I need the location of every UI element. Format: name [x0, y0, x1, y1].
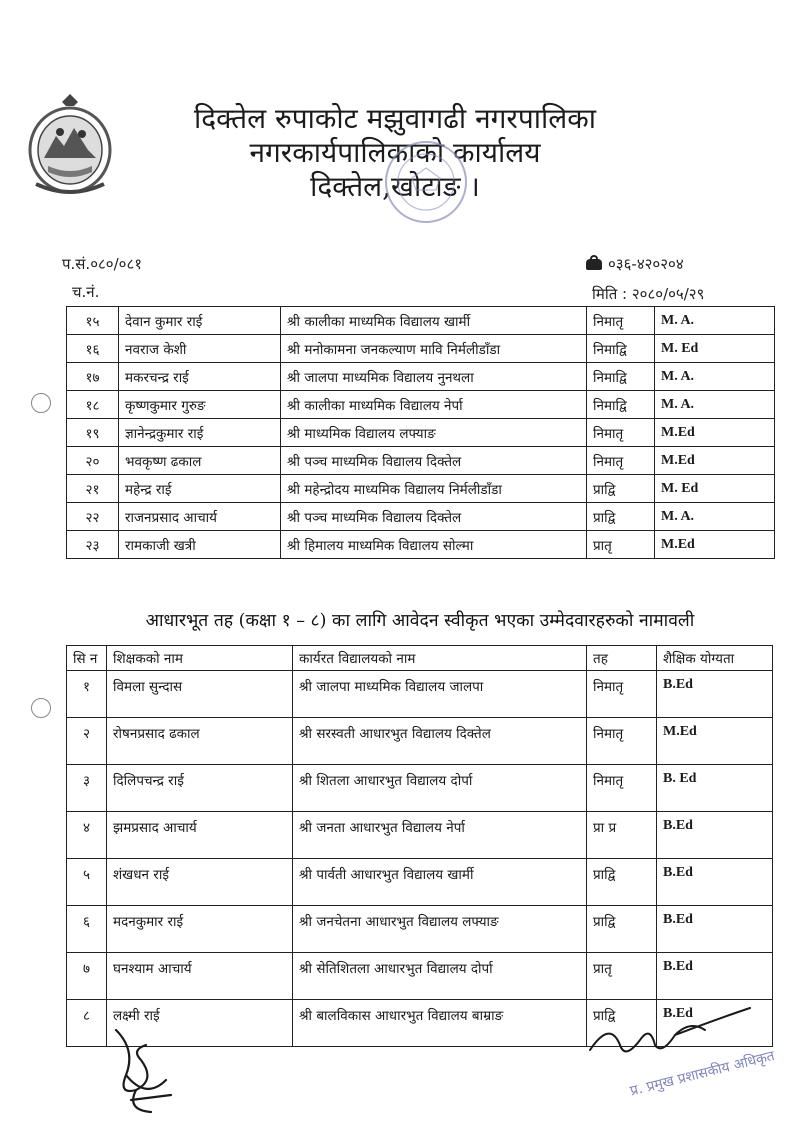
cell-qual: B.Ed: [657, 906, 773, 953]
office-seal-icon: [382, 138, 470, 226]
cell-level: निमातृ: [587, 307, 655, 335]
cell-level: निमाद्वि: [587, 335, 655, 363]
cell-name: मदनकुमार राई: [107, 906, 293, 953]
cell-qual: M.Ed: [657, 718, 773, 765]
cell-sn: १९: [67, 419, 119, 447]
table-row: [67, 671, 773, 718]
table2-body: [67, 671, 773, 1047]
cell-level: निमातृ: [587, 419, 655, 447]
punch-hole: [31, 698, 51, 718]
candidate-table-basic: [66, 645, 773, 1047]
cell-sn: २३: [67, 531, 119, 559]
municipality-name: दिक्तेल रुपाकोट मझुवागढी नगरपालिका: [194, 102, 596, 135]
table-row: [67, 859, 773, 906]
cell-qual: B.Ed: [657, 1000, 773, 1047]
cell-sn: १६: [67, 335, 119, 363]
cell-qual: M. A.: [655, 503, 775, 531]
cell-school: श्री मनोकामना जनकल्याण मावि निर्मलीडाँडा: [281, 335, 587, 363]
table-row: [67, 475, 775, 503]
cell-name: विमला सुन्दास: [107, 671, 293, 718]
cell-level: प्राद्वि: [587, 475, 655, 503]
cell-name: देवान कुमार राई: [119, 307, 281, 335]
nepal-emblem-icon: [22, 92, 118, 202]
cell-qual: M. Ed: [655, 335, 775, 363]
cell-school: श्री पार्वती आधारभुत विद्यालय खार्मी: [293, 859, 587, 906]
cell-qual: B.Ed: [657, 671, 773, 718]
cell-school: श्री कालीका माध्यमिक विद्यालय नेर्पा: [281, 391, 587, 419]
cell-name: महेन्द्र राई: [119, 475, 281, 503]
cell-sn: २: [67, 718, 107, 765]
signature-left: [96, 1020, 186, 1120]
cell-school: श्री पञ्च माध्यमिक विद्यालय दिक्तेल: [281, 503, 587, 531]
cell-level: प्राद्वि: [587, 1000, 657, 1047]
cell-school: श्री शितला आधारभुत विद्यालय दोर्पा: [293, 765, 587, 812]
header-name: शिक्षकको नाम: [107, 646, 293, 671]
header-sn: सि न: [67, 646, 107, 671]
cell-sn: १७: [67, 363, 119, 391]
cell-qual: M.Ed: [655, 419, 775, 447]
cell-level: प्रा प्र: [587, 812, 657, 859]
cell-level: निमाद्वि: [587, 363, 655, 391]
cell-qual: M. A.: [655, 363, 775, 391]
cell-level: निमातृ: [587, 447, 655, 475]
cell-sn: ३: [67, 765, 107, 812]
cell-school: श्री माध्यमिक विद्यालय लफ्याङ: [281, 419, 587, 447]
reference-number: प.सं.०८०/०८१: [62, 255, 143, 273]
cell-name: ज्ञानेन्द्रकुमार राई: [119, 419, 281, 447]
cell-level: प्राद्वि: [587, 906, 657, 953]
table-row: [67, 718, 773, 765]
cell-name: लक्ष्मी राई: [107, 1000, 293, 1047]
header-school: कार्यरत विद्यालयको नाम: [293, 646, 587, 671]
office-address: दिक्तेल,खोटाङ ।: [310, 170, 480, 203]
cell-name: नवराज केशी: [119, 335, 281, 363]
table-row: [67, 906, 773, 953]
cell-school: श्री जनचेतना आधारभुत विद्यालय लफ्याङ: [293, 906, 587, 953]
cell-sn: २२: [67, 503, 119, 531]
cell-school: श्री सेतिशितला आधारभुत विद्यालय दोर्पा: [293, 953, 587, 1000]
table-row: [67, 812, 773, 859]
dispatch-number-label: च.नं.: [72, 283, 100, 301]
cell-qual: M.Ed: [655, 531, 775, 559]
cell-school: श्री जालपा माध्यमिक विद्यालय नुनथला: [281, 363, 587, 391]
office-name: नगरकार्यपालिकाको कार्यालय: [249, 136, 541, 169]
cell-school: श्री जालपा माध्यमिक विद्यालय जालपा: [293, 671, 587, 718]
cell-qual: B.Ed: [657, 812, 773, 859]
table-row: [67, 447, 775, 475]
table-row: [67, 363, 775, 391]
cell-name: रोषनप्रसाद ढकाल: [107, 718, 293, 765]
cell-school: श्री जनता आधारभुत विद्यालय नेर्पा: [293, 812, 587, 859]
cell-level: प्रातृ: [587, 531, 655, 559]
cell-level: निमाद्वि: [587, 391, 655, 419]
table-row: [67, 765, 773, 812]
cell-sn: २०: [67, 447, 119, 475]
cell-qual: B.Ed: [657, 953, 773, 1000]
table1-body: [67, 307, 775, 559]
cell-sn: ७: [67, 953, 107, 1000]
cell-qual: M. A.: [655, 307, 775, 335]
header-qualification: शैक्षिक योग्यता: [657, 646, 773, 671]
cell-qual: B.Ed: [657, 859, 773, 906]
candidate-table-secondary: [66, 306, 775, 559]
cell-level: प्राद्वि: [587, 859, 657, 906]
table-row: [67, 307, 775, 335]
cell-school: श्री हिमालय माध्यमिक विद्यालय सोल्मा: [281, 531, 587, 559]
cell-qual: M.Ed: [655, 447, 775, 475]
cell-qual: M. Ed: [655, 475, 775, 503]
cell-sn: १८: [67, 391, 119, 419]
telephone-icon: [586, 259, 602, 270]
cell-sn: १: [67, 671, 107, 718]
officer-stamp: प्र. प्रमुख प्रशासकीय अधिकृत: [628, 1048, 777, 1100]
cell-name: कृष्णकुमार गुरुङ: [119, 391, 281, 419]
table-row: [67, 531, 775, 559]
cell-school: श्री सरस्वती आधारभुत विद्यालय दिक्तेल: [293, 718, 587, 765]
table-row: [67, 503, 775, 531]
punch-hole: [31, 393, 51, 413]
phone-line: [586, 254, 684, 274]
cell-school: श्री महेन्द्रोदय माध्यमिक विद्यालय निर्मलीडाँडा: [281, 475, 587, 503]
cell-name: रामकाजी खत्री: [119, 531, 281, 559]
cell-level: प्राद्वि: [587, 503, 655, 531]
cell-name: भवकृष्ण ढकाल: [119, 447, 281, 475]
cell-name: झमप्रसाद आचार्य: [107, 812, 293, 859]
cell-name: घनश्याम आचार्य: [107, 953, 293, 1000]
cell-name: राजनप्रसाद आचार्य: [119, 503, 281, 531]
table-row: [67, 953, 773, 1000]
document-date: मिति : २०८०/०५/२९: [592, 285, 705, 303]
header-level: तह: [587, 646, 657, 671]
cell-name: दिलिपचन्द्र राई: [107, 765, 293, 812]
cell-sn: ६: [67, 906, 107, 953]
cell-sn: ४: [67, 812, 107, 859]
cell-level: निमातृ: [587, 718, 657, 765]
cell-school: श्री कालीका माध्यमिक विद्यालय खार्मी: [281, 307, 587, 335]
section-title: आधारभूत तह (कक्षा १ – ८) का लागि आवेदन स्वीकृत भएका उम्मेदवारहरुको नामावली: [145, 611, 695, 631]
cell-school: श्री बालविकास आधारभुत विद्यालय बाम्राङ: [293, 1000, 587, 1047]
cell-sn: २१: [67, 475, 119, 503]
phone-number: ०३६-४२०२०४: [608, 255, 684, 273]
cell-name: मकरचन्द्र राई: [119, 363, 281, 391]
table-row: [67, 391, 775, 419]
cell-school: श्री पञ्च माध्यमिक विद्यालय दिक्तेल: [281, 447, 587, 475]
cell-level: प्रातृ: [587, 953, 657, 1000]
cell-qual: B. Ed: [657, 765, 773, 812]
cell-name: शंखधन राई: [107, 859, 293, 906]
table-row: [67, 335, 775, 363]
table2-header-row: [67, 646, 773, 671]
cell-sn: ८: [67, 1000, 107, 1047]
cell-sn: १५: [67, 307, 119, 335]
cell-level: निमातृ: [587, 765, 657, 812]
cell-level: निमातृ: [587, 671, 657, 718]
cell-qual: M. A.: [655, 391, 775, 419]
table-row: [67, 419, 775, 447]
cell-sn: ५: [67, 859, 107, 906]
